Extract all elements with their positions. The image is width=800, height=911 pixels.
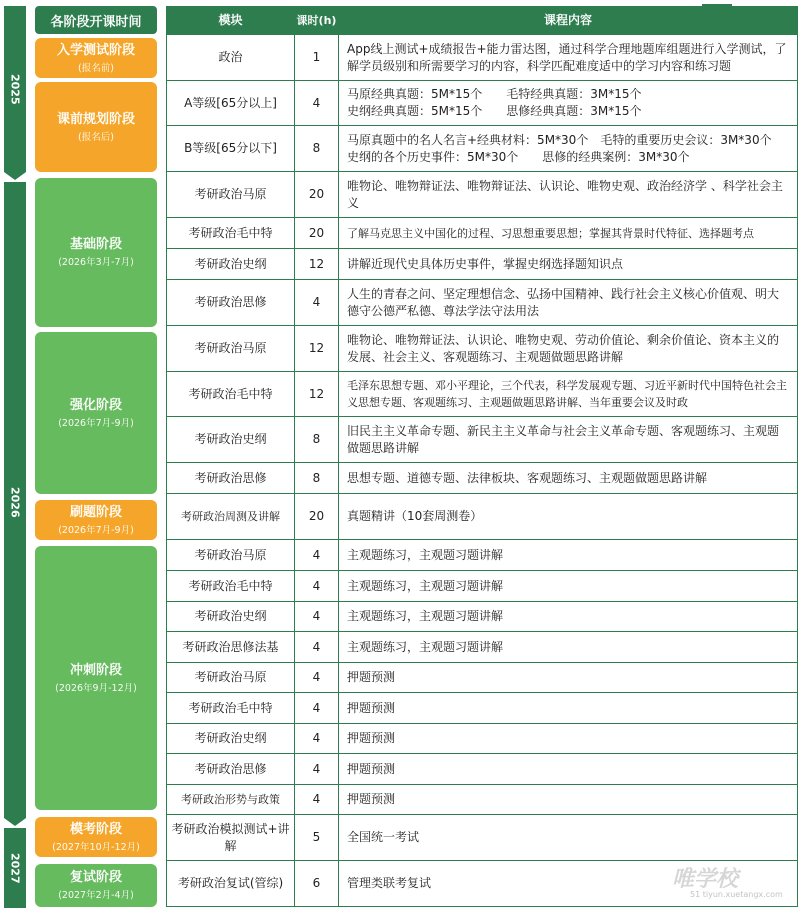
- year-strip-2026: [4, 182, 26, 818]
- content-cell: 押题预测: [339, 693, 798, 724]
- stage-name: 基础阶段: [69, 237, 122, 252]
- table-row: [167, 126, 798, 172]
- content-cell: 主观题练习，主观题习题讲解: [339, 632, 798, 663]
- hours-cell: 12: [295, 326, 339, 372]
- stage-name: 刷题阶段: [69, 504, 122, 520]
- module-cell: 考研政治形势与政策: [167, 785, 295, 815]
- content-cell: 毛泽东思想专题、邓小平理论，三个代表，科学发展观专题、习近平新时代中国特色社会主义思想专题、客观题练习、主观题做题思路讲解、当年重要会议及时政: [339, 372, 798, 417]
- module-cell: 考研政治毛中特: [167, 218, 295, 249]
- content-cell: 押题预测: [339, 663, 798, 693]
- hours-cell: 4: [295, 280, 339, 326]
- year-label-2027: 2027: [8, 852, 22, 884]
- table-row: [167, 280, 798, 326]
- hours-cell: 1: [295, 35, 339, 81]
- hours-cell: 6: [295, 861, 339, 907]
- table-row: [167, 571, 798, 602]
- watermark-url: 51 tiyun.xuetangx.com: [690, 890, 783, 899]
- hours-cell: 4: [295, 632, 339, 663]
- hours-cell: 12: [295, 372, 339, 417]
- hours-cell: 4: [295, 602, 339, 632]
- content-cell: 了解马克思主义中国化的过程、习思想重要思想；掌握其背景时代特征、选择题考点: [339, 218, 798, 249]
- hours-cell: 4: [295, 693, 339, 724]
- table-row: [167, 785, 798, 815]
- stage-name: 冲刺阶段: [69, 662, 122, 678]
- stage-entrance-test: [35, 38, 157, 78]
- table-row: [167, 724, 798, 754]
- table-row: [167, 602, 798, 632]
- year-chevron: [4, 818, 26, 826]
- module-cell: 考研政治毛中特: [167, 693, 295, 724]
- stage-mock-exam: [35, 817, 157, 857]
- table-row: [167, 81, 798, 126]
- hours-cell: 5: [295, 815, 339, 861]
- content-cell: 主观题练习，主观题习题讲解: [339, 602, 798, 632]
- stage-planning: [35, 82, 157, 172]
- module-header: 模块: [167, 7, 295, 35]
- table-row: [167, 463, 798, 494]
- content-cell: 押题预测: [339, 785, 798, 815]
- year-strip-2025: [4, 6, 26, 172]
- content-cell: 押题预测: [339, 724, 798, 754]
- hours-cell: 12: [295, 249, 339, 280]
- content-cell: 真题精讲（10套周测卷）: [339, 494, 798, 540]
- hours-cell: 4: [295, 540, 339, 571]
- hours-cell: 4: [295, 663, 339, 693]
- content-cell: 旧民主主义革命专题、新民主主义革命与社会主义革命专题、客观题练习、主观题做题思路讲解: [339, 417, 798, 463]
- module-cell: 考研政治马原: [167, 540, 295, 571]
- stage-foundation: [35, 178, 157, 327]
- year-strip-2027: [4, 828, 26, 908]
- hours-cell: 8: [295, 126, 339, 172]
- content-cell: 押题预测: [339, 754, 798, 785]
- hours-cell: 4: [295, 571, 339, 602]
- table-row: [167, 417, 798, 463]
- table-row: [167, 35, 798, 81]
- content-cell: 主观题练习，主观题习题讲解: [339, 571, 798, 602]
- module-cell: 考研政治马原: [167, 326, 295, 372]
- content-header: 课程内容: [339, 7, 798, 35]
- stage-period: (2027年2月-4月): [58, 890, 134, 901]
- module-cell: 政治: [167, 35, 295, 81]
- module-cell: 考研政治史纲: [167, 724, 295, 754]
- watermark-logo: 唯学校: [672, 867, 739, 892]
- table-row: [167, 632, 798, 663]
- content-cell: 思想专题、道德专题、法律板块、客观题练习、主观题做题思路讲解: [339, 463, 798, 494]
- stage-period: (报名后): [78, 131, 114, 143]
- hours-cell: 20: [295, 218, 339, 249]
- module-cell: 考研政治毛中特: [167, 571, 295, 602]
- hours-cell: 4: [295, 754, 339, 785]
- module-cell: 考研政治思修法基: [167, 632, 295, 663]
- hours-cell: 20: [295, 172, 339, 218]
- table-header-row: [167, 7, 798, 35]
- content-cell: 马原经典真题：5M*15个 毛特经典真题：3M*15个 史纲经典真题：5M*15个 思修经典真题：3M*15个: [339, 81, 798, 126]
- year-label-2025: 2025: [8, 73, 22, 105]
- module-cell: 考研政治复试(管综): [167, 861, 295, 907]
- hours-cell: 20: [295, 494, 339, 540]
- content-cell: 马原真题中的名人名言+经典材料：5M*30个 毛特的重要历史会议：3M*30个 史纲的各个历史事件：5M*30个 思修的经典案例：3M*30个: [339, 126, 798, 172]
- module-cell: 考研政治史纲: [167, 602, 295, 632]
- stage-period: (2026年3月-7月): [58, 257, 134, 268]
- table-row: [167, 663, 798, 693]
- module-cell: 考研政治模拟测试+讲解: [167, 815, 295, 861]
- course-table: [166, 6, 798, 907]
- content-cell: 管理类联考复试: [339, 861, 798, 907]
- module-cell: 考研政治马原: [167, 172, 295, 218]
- module-cell: 考研政治思修: [167, 463, 295, 494]
- module-cell: 考研政治马原: [167, 663, 295, 693]
- hours-cell: 8: [295, 417, 339, 463]
- table-row: [167, 326, 798, 372]
- stage-name: 复试阶段: [69, 870, 122, 885]
- stage-intensive: [35, 332, 157, 494]
- module-cell: A等级[65分以上]: [167, 81, 295, 126]
- stage-name: 模考阶段: [69, 821, 122, 837]
- stage-column-header: 各阶段开课时间: [35, 6, 157, 34]
- table-row: [167, 754, 798, 785]
- hours-cell: 4: [295, 81, 339, 126]
- stage-name: 强化阶段: [69, 397, 122, 413]
- stage-sprint: [35, 546, 157, 810]
- stage-period: (2026年7月-9月): [58, 417, 134, 429]
- table-row: [167, 172, 798, 218]
- stage-retest: [35, 864, 157, 907]
- module-cell: B等级[65分以下]: [167, 126, 295, 172]
- stage-period: (2026年9月-12月): [55, 682, 137, 694]
- stage-name: 课前规划阶段: [56, 111, 135, 127]
- table-row: [167, 494, 798, 540]
- table-row: [167, 249, 798, 280]
- table-row: [167, 540, 798, 571]
- content-cell: App线上测试+成绩报告+能力雷达图，通过科学合理地题库组题进行入学测试，了解学员级别和所需要学习的内容，科学匹配难度适中的学习内容和练习题: [339, 35, 798, 81]
- module-cell: 考研政治思修: [167, 754, 295, 785]
- hours-cell: 4: [295, 724, 339, 754]
- year-chevron: [4, 172, 26, 180]
- content-cell: 唯物论、唯物辩证法、认识论、唯物史观、劳动价值论、剩余价值论、资本主义的发展、社会主义、客观题练习、主观题做题思路讲解: [339, 326, 798, 372]
- stage-name: 入学测试阶段: [56, 42, 135, 58]
- module-cell: 考研政治毛中特: [167, 372, 295, 417]
- content-cell: 讲解近现代史具体历史事件，掌握史纲选择题知识点: [339, 249, 798, 280]
- hours-cell: 8: [295, 463, 339, 494]
- stage-practice: [35, 500, 157, 540]
- hours-cell: 4: [295, 785, 339, 815]
- module-cell: 考研政治史纲: [167, 417, 295, 463]
- module-cell: 考研政治史纲: [167, 249, 295, 280]
- stage-period: (2027年10月-12月): [52, 841, 140, 853]
- hours-header: 课时(h): [295, 7, 339, 35]
- stage-period: (报名前): [78, 62, 114, 74]
- module-cell: 考研政治思修: [167, 280, 295, 326]
- module-cell: 考研政治周测及讲解: [167, 494, 295, 540]
- table-row: [167, 815, 798, 861]
- content-cell: 人生的青春之问、坚定理想信念、弘扬中国精神、践行社会主义核心价值观、明大德守公德严私德、尊法学法守法用法: [339, 280, 798, 326]
- content-cell: 主观题练习，主观题习题讲解: [339, 540, 798, 571]
- content-cell: 唯物论、唯物辩证法、唯物辩证法、认识论、唯物史观、政治经济学 、科学社会主义: [339, 172, 798, 218]
- stage-period: (2026年7月-9月): [58, 524, 134, 536]
- content-cell: 全国统一考试: [339, 815, 798, 861]
- year-label-2026: 2026: [8, 486, 22, 518]
- table-row: [167, 372, 798, 417]
- table-row: [167, 218, 798, 249]
- table-row: [167, 693, 798, 724]
